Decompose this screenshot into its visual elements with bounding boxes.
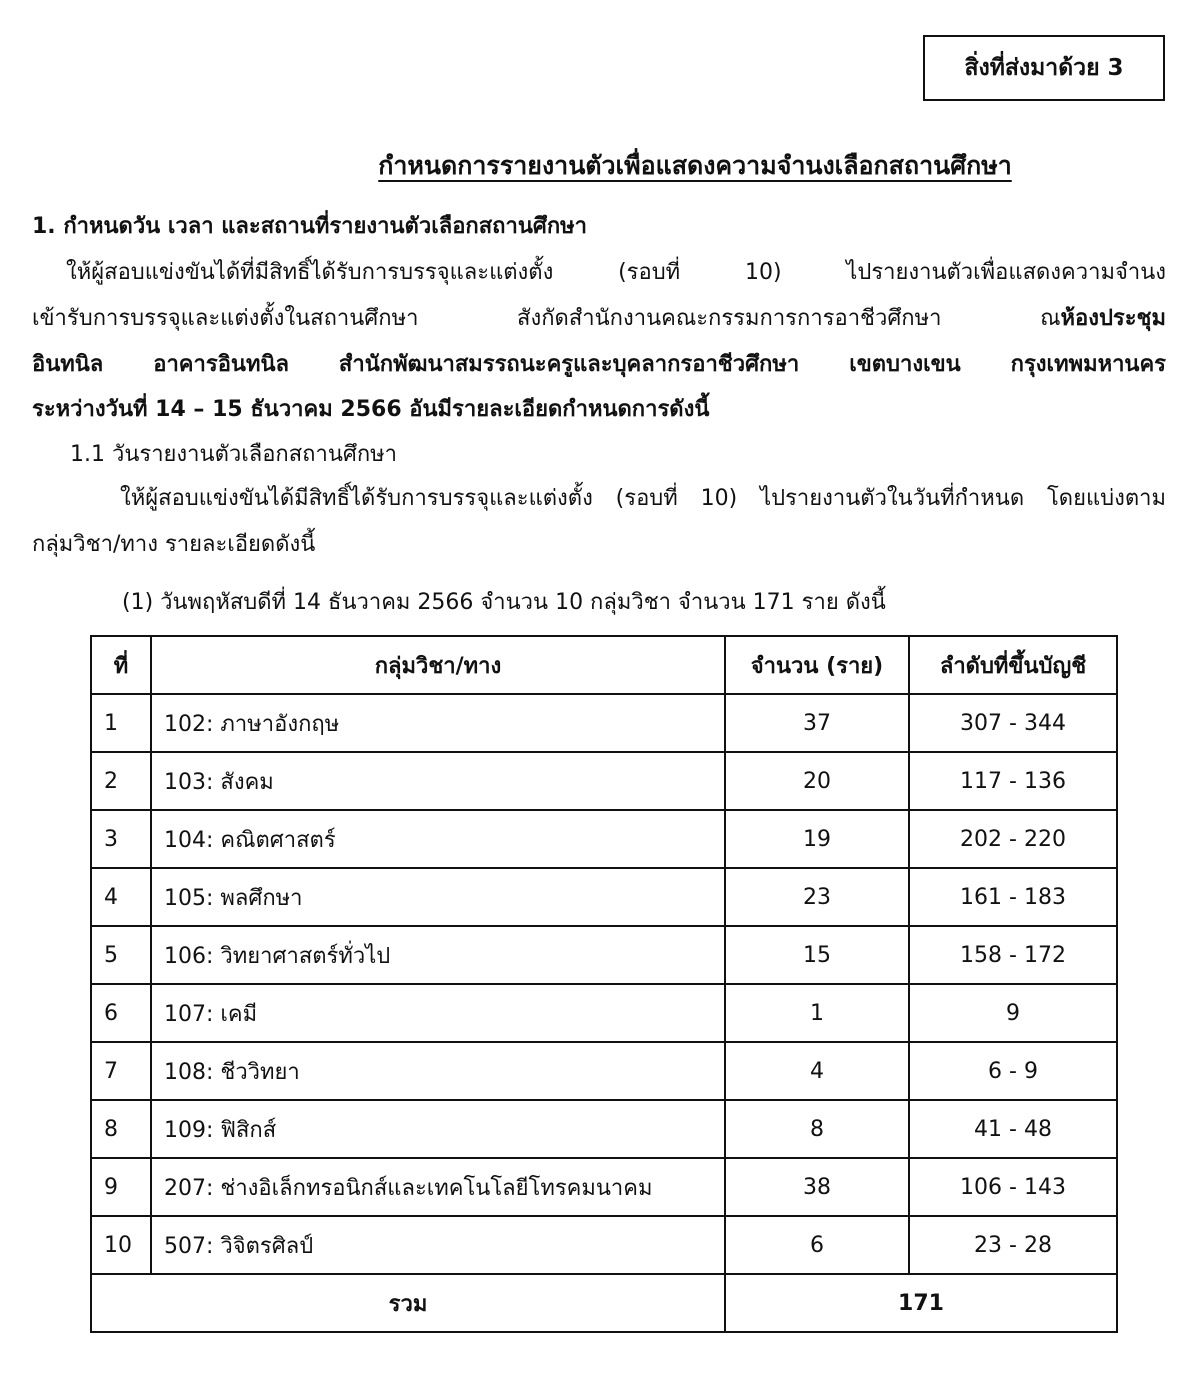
section1-para-line2-bold: ห้องประชุม xyxy=(1060,306,1166,331)
table-total-row xyxy=(91,1274,1117,1332)
table-row xyxy=(91,1042,1117,1100)
header-no: ที่ xyxy=(91,636,151,694)
row-no: 6 xyxy=(91,984,151,1042)
row-rank: 202 - 220 xyxy=(909,810,1117,868)
row-subject: 105: พลศึกษา xyxy=(151,868,725,926)
row-rank: 158 - 172 xyxy=(909,926,1117,984)
table-header-row xyxy=(91,636,1117,694)
row-rank: 117 - 136 xyxy=(909,752,1117,810)
row-no: 4 xyxy=(91,868,151,926)
row-no: 9 xyxy=(91,1158,151,1216)
row-rank: 161 - 183 xyxy=(909,868,1117,926)
row-count: 20 xyxy=(725,752,909,810)
attachment-label-box xyxy=(923,35,1165,101)
section1-para-line1: ให้ผู้สอบแข่งขันได้ที่มีสิทธิ์ได้รับการบรรจุและแต่งตั้ง (รอบที่ 10) ไปรายงานตัวเพื่อแสดงความจำนง xyxy=(66,260,1166,285)
row-rank: 6 - 9 xyxy=(909,1042,1117,1100)
table-row xyxy=(91,926,1117,984)
table-row xyxy=(91,694,1117,752)
subsection-1-1-heading: 1.1 วันรายงานตัวเลือกสถานศึกษา xyxy=(70,442,398,467)
table-row xyxy=(91,984,1117,1042)
row-count: 6 xyxy=(725,1216,909,1274)
section1-para-line4: ระหว่างวันที่ 14 – 15 ธันวาคม 2566 อันมีรายละเอียดกำหนดการดังนี้ xyxy=(32,397,710,422)
row-subject: 109: ฟิสิกส์ xyxy=(151,1100,725,1158)
total-value: 171 xyxy=(725,1274,1117,1332)
section1-heading: 1. กำหนดวัน เวลา และสถานที่รายงานตัวเลือกสถานศึกษา xyxy=(32,214,588,239)
row-count: 23 xyxy=(725,868,909,926)
row-subject: 108: ชีววิทยา xyxy=(151,1042,725,1100)
row-subject: 106: วิทยาศาสตร์ทั่วไป xyxy=(151,926,725,984)
section1-para-line3: อินทนิล อาคารอินทนิล สำนักพัฒนาสมรรถนะครูและบุคลากรอาชีวศึกษา เขตบางเขน กรุงเทพมหานคร xyxy=(32,352,1166,377)
table-row xyxy=(91,1216,1117,1274)
row-no: 7 xyxy=(91,1042,151,1100)
row-rank: 307 - 344 xyxy=(909,694,1117,752)
header-subject: กลุ่มวิชา/ทาง xyxy=(151,636,725,694)
section1-para-line2-text: เข้ารับการบรรจุและแต่งตั้งในสถานศึกษา สังกัดสำนักงานคณะกรรมการการอาชีวศึกษา ณ xyxy=(32,306,1061,331)
total-label: รวม xyxy=(91,1274,725,1332)
table-row xyxy=(91,1100,1117,1158)
row-no: 2 xyxy=(91,752,151,810)
row-no: 1 xyxy=(91,694,151,752)
table-row xyxy=(91,752,1117,810)
row-rank: 9 xyxy=(909,984,1117,1042)
attachment-label: สิ่งที่ส่งมาด้วย 3 xyxy=(964,55,1124,81)
row-count: 4 xyxy=(725,1042,909,1100)
table-row xyxy=(91,868,1117,926)
row-subject: 507: วิจิตรศิลป์ xyxy=(151,1216,725,1274)
header-count: จำนวน (ราย) xyxy=(725,636,909,694)
document-title: กำหนดการรายงานตัวเพื่อแสดงความจำนงเลือกสถานศึกษา xyxy=(378,151,1012,180)
header-rank: ลำดับที่ขึ้นบัญชี xyxy=(909,636,1117,694)
row-no: 5 xyxy=(91,926,151,984)
row-subject: 103: สังคม xyxy=(151,752,725,810)
table-row xyxy=(91,810,1117,868)
row-rank: 41 - 48 xyxy=(909,1100,1117,1158)
subsection-1-1-line2: กลุ่มวิชา/ทาง รายละเอียดดังนี้ xyxy=(32,532,316,557)
row-count: 37 xyxy=(725,694,909,752)
row-count: 15 xyxy=(725,926,909,984)
schedule-table xyxy=(90,635,1118,1333)
row-count: 38 xyxy=(725,1158,909,1216)
row-count: 19 xyxy=(725,810,909,868)
row-count: 1 xyxy=(725,984,909,1042)
row-no: 10 xyxy=(91,1216,151,1274)
subsection-1-1-line1: ให้ผู้สอบแข่งขันได้มีสิทธิ์ได้รับการบรรจุและแต่งตั้ง (รอบที่ 10) ไปรายงานตัวในวันที่กำหนด โดยแบ่งตาม xyxy=(120,486,1166,511)
row-no: 3 xyxy=(91,810,151,868)
row-subject: 107: เคมี xyxy=(151,984,725,1042)
section1-para-line2 xyxy=(32,304,1166,334)
table-row xyxy=(91,1158,1117,1216)
row-count: 8 xyxy=(725,1100,909,1158)
day1-caption: (1) วันพฤหัสบดีที่ 14 ธันวาคม 2566 จำนวน 10 กลุ่มวิชา จำนวน 171 ราย ดังนี้ xyxy=(122,590,886,615)
row-no: 8 xyxy=(91,1100,151,1158)
row-subject: 104: คณิตศาสตร์ xyxy=(151,810,725,868)
row-subject: 102: ภาษาอังกฤษ xyxy=(151,694,725,752)
row-rank: 23 - 28 xyxy=(909,1216,1117,1274)
row-subject: 207: ช่างอิเล็กทรอนิกส์และเทคโนโลยีโทรคมนาคม xyxy=(151,1158,725,1216)
row-rank: 106 - 143 xyxy=(909,1158,1117,1216)
